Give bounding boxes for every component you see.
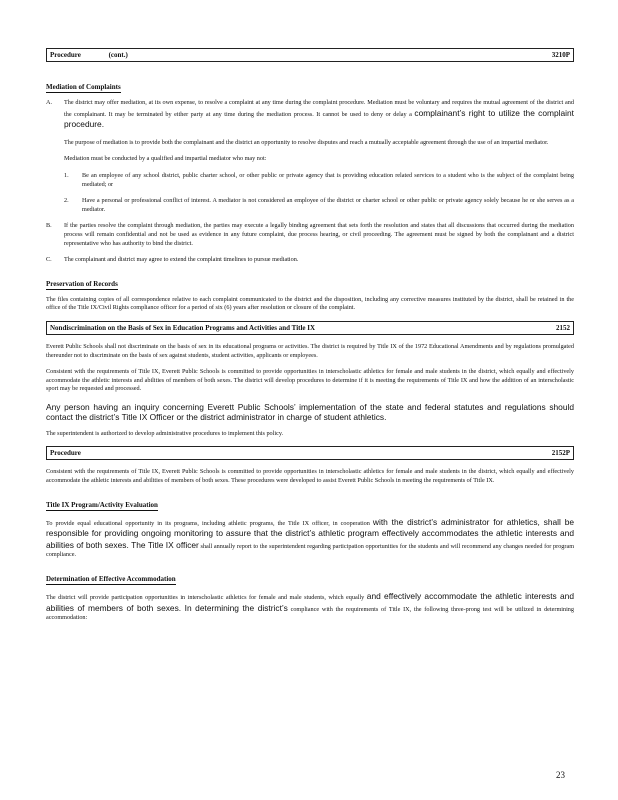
- policy-code: 2152: [556, 323, 570, 332]
- policy-paragraph-1: Everett Public Schools shall not discriminate on the basis of sex in its educational programs or activities. The district is required by Title IX of the 1972 Educational Amendments and by regulations promulgated thereunder not to discriminate on the basis of sex against students, student activities, applicants or employees.: [46, 342, 574, 359]
- mediation-purpose: The purpose of mediation is to provide both the complainant and the district an opportunity to resolve disputes and reach a mutually acceptable agreement through the use of an impartial mediator.: [64, 138, 549, 146]
- mediation-conducted: Mediation must be conducted by a qualified and impartial mediator who may not:: [64, 155, 267, 163]
- policy-header-bar: [46, 321, 574, 335]
- mediation-a-text: The district may offer mediation, at its own expense, to resolve a complaint at any time during the complaint procedure. Mediation must be voluntary and requires the mutual agreement of the district and the complainant. It may be terminated by either party at any time during the mediation process. It cannot be used to deny or delay a: [64, 99, 574, 118]
- accommodation-heading: Determination of Effective Accommodation: [46, 575, 176, 584]
- procedure-label: Procedure: [50, 51, 81, 59]
- document-page: [46, 48, 574, 631]
- policy-title: Nondiscrimination on the Basis of Sex in Education Programs and Activities and Title IX: [50, 323, 316, 332]
- procedure-code: 3210P: [551, 51, 570, 59]
- mediation-item-1: 1. Be an employee of any school district, public charter school, or other public or private agency that is providing education related services to a student who is the subject of the complaint being mediated; or: [64, 171, 574, 188]
- mediation-item-b: B. If the parties resolve the complaint through mediation, the parties may execute a legally binding agreement that sets forth the resolution and states that all discussions that occurred during the mediation process will remain confidential and not be used as evidence in any future complaint, due process hearing, or civil proceeding. The agreement must be signed by both the complainant and a district representative who has authority to bind the district.: [46, 222, 574, 247]
- mediation-heading: Mediation of Complaints: [46, 83, 121, 91]
- policy-paragraph-2: Consistent with the requirements of Title IX, Everett Public Schools is committed to provide opportunities in interscholastic athletics for female and male students in the district, which equally and effectively accommodate the athletic interests and abilities of members of both sexes. The district will develop procedures to determine if it is meeting the requirements of Title IX and how the addition of an interscholastic sport may be requested and processed.: [46, 368, 574, 393]
- procedure-paragraph-1: Consistent with the requirements of Title IX, Everett Public Schools is committed to provide opportunities in interscholastic athletics for female and male students in the district, which equally and effectively accommodate the athletic interests and abilities of members of both sexes. These procedures were developed to assist Everett Public Schools in meeting the requirements of Title IX.: [46, 468, 574, 485]
- procedure2-code: 2152P: [551, 449, 570, 458]
- procedure2-label: Procedure: [50, 449, 81, 458]
- mediation-item-c: C. The complainant and district may agree to extend the complaint timelines to pursue mediation.: [46, 256, 299, 264]
- records-text: The files containing copies of all correspondence relative to each complaint communicated to the district and the disposition, including any corrective measures instituted by the district, shall be retained in the office of the Title IX/Civil Rights compliance officer for a period of six (6) years after resolution or closure of the complaint.: [46, 295, 574, 312]
- accommodation-paragraph: The district will provide participation opportunities in interscholastic athletics for female and male students, which equally and effectively accommodate the athletic interests and abilities of members of both sexes. In determining the district’s compliance with the requirements of Title IX, the following three-prong test will be utilized in determining accommodation:: [46, 591, 574, 622]
- page-number: 23: [556, 770, 565, 780]
- mediation-item-2: 2. Have a personal or professional conflict of interest. A mediator is not considered an employee of the district or charter school or other public or private agency solely because he or she serves as a mediator.: [64, 197, 574, 213]
- policy-paragraph-3: Any person having an inquiry concerning Everett Public Schools’ implementation of the state and federal statutes and regulations should contact the district’s Title IX Officer or the district administrator in charge of student athletics.: [46, 401, 574, 422]
- mediation-item-a: A. The district may offer mediation, at its own expense, to resolve a complaint at any time during the complaint procedure. Mediation must be voluntary and requires the mutual agreement of the district and the complainant. It may be terminated by either party at any time during the mediation process. It cannot be used to deny or delay a complainant’s right to utilize the complaint procedure.: [46, 99, 574, 130]
- procedure-cont-label: (cont.): [108, 51, 128, 59]
- procedure2-header-bar: [46, 446, 574, 460]
- evaluation-heading: Title IX Program/Activity Evaluation: [46, 500, 158, 509]
- policy-paragraph-4: The superintendent is authorized to develop administrative procedures to implement this policy.: [46, 429, 284, 437]
- mediation-a-big-text: complainant’s right to utilize the complaint procedure.: [64, 107, 574, 130]
- procedure-header-bar: [46, 48, 574, 62]
- records-heading: Preservation of Records: [46, 279, 118, 288]
- evaluation-paragraph: To provide equal educational opportunity in its programs, including athletic programs, the Title IX officer, in cooperation with the district’s administrator for athletics, shall be responsible for providing ongoing monitoring to assure that the district’s athletic program effectively accommodates the athletic interests and abilities of both sexes. The Title IX officer shall annually report to the superintendent regarding participation opportunities for the students and will recommend any changes needed for program compliance.: [46, 516, 575, 559]
